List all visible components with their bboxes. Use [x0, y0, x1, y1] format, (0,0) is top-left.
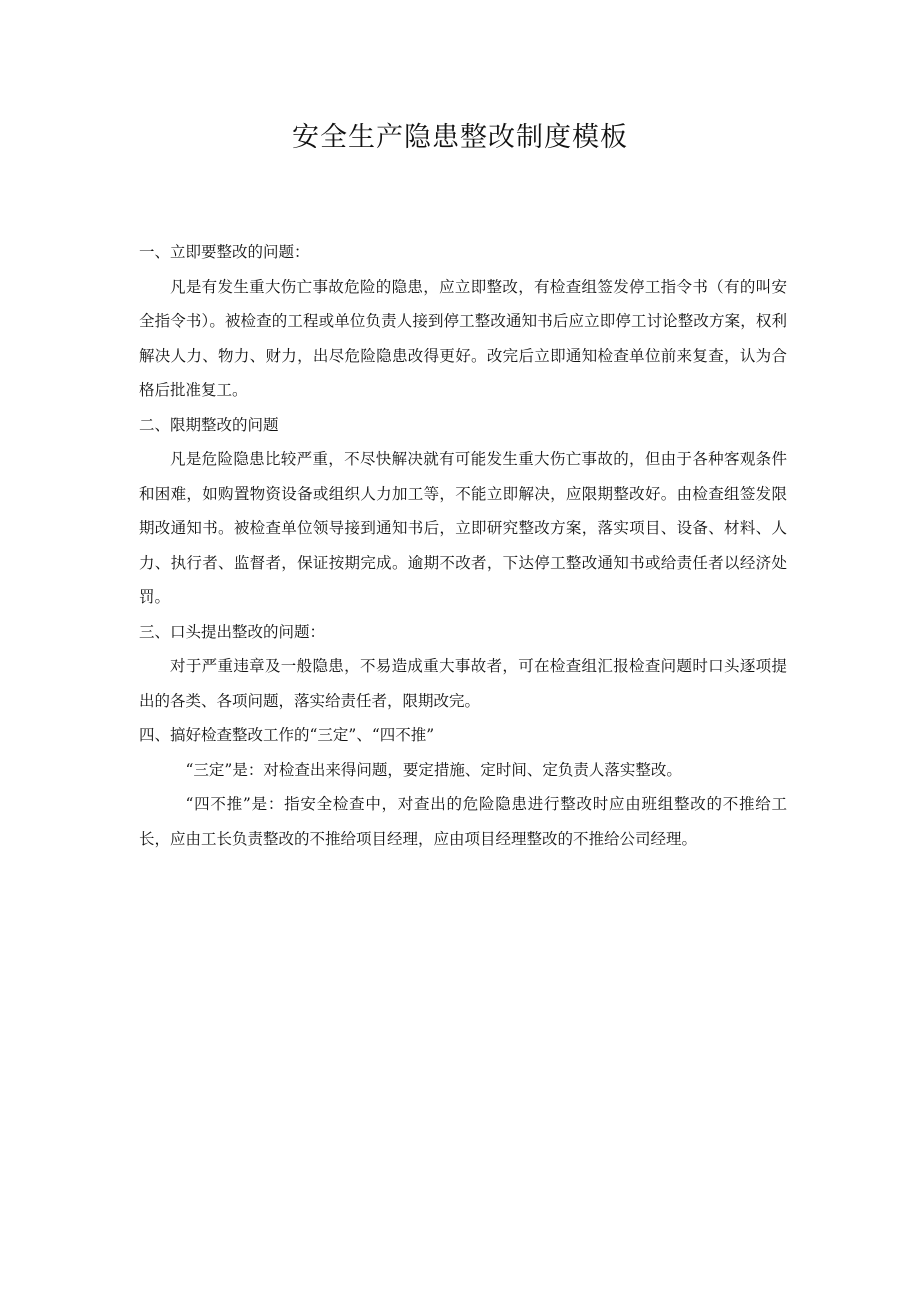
- section-three-fix-four-no-push: [139, 718, 787, 856]
- document-body: [139, 235, 787, 856]
- section-heading: 二、限期整改的问题: [139, 415, 279, 434]
- section-paragraph: 凡是危险隐患比较严重，不尽快解决就有可能发生重大伤亡事故的，但由于各种客观条件和困难，如购置物资设备或组织人力加工等，不能立即解决，应限期整改好。由检查组签发限期改通知书。被检查单位领导接到通知书后，立即研究整改方案，落实项目、设备、材料、人力、执行者、监督者，保证按期完成。逾期不改者，下达停工整改通知书或给责任者以经济处罚。: [139, 450, 787, 606]
- section-paragraph: 凡是有发生重大伤亡事故危险的隐患，应立即整改，有检查组签发停工指令书（有的叫安全指令书）。被检查的工程或单位负责人接到停工整改通知书后应立即停工讨论整改方案，权利解决人力、物力、财力，出尽危险隐患改得更好。改完后立即通知检查单位前来复查，认为合格后批准复工。: [139, 277, 787, 399]
- section-heading: 一、立即要整改的问题：: [139, 243, 310, 261]
- section-immediate-rectification: [139, 235, 787, 408]
- section-paragraph: 对于严重违章及一般隐患，不易造成重大事故者，可在检查组汇报检查问题时口头逐项提出的各类、各项问题，落实给责任者，限期改完。: [139, 657, 787, 710]
- document-title: 安全生产隐患整改制度模板: [292, 122, 628, 153]
- section-deadline-rectification: [139, 408, 787, 615]
- section-paragraph-three-fix: “三定”是：对检查出来得问题，要定措施、定时间、定负责人落实整改。: [185, 760, 682, 779]
- section-heading: 四、搞好检查整改工作的“三定”、“四不推”: [139, 726, 435, 744]
- section-heading: 三、口头提出整改的问题：: [139, 622, 326, 641]
- section-verbal-rectification: [139, 615, 787, 719]
- section-paragraph-four-no-push: “四不推”是：指安全检查中，对查出的危险隐患进行整改时应由班组整改的不推给工长，应由工长负责整改的不推给项目经理，应由项目经理整改的不推给公司经理。: [139, 795, 787, 848]
